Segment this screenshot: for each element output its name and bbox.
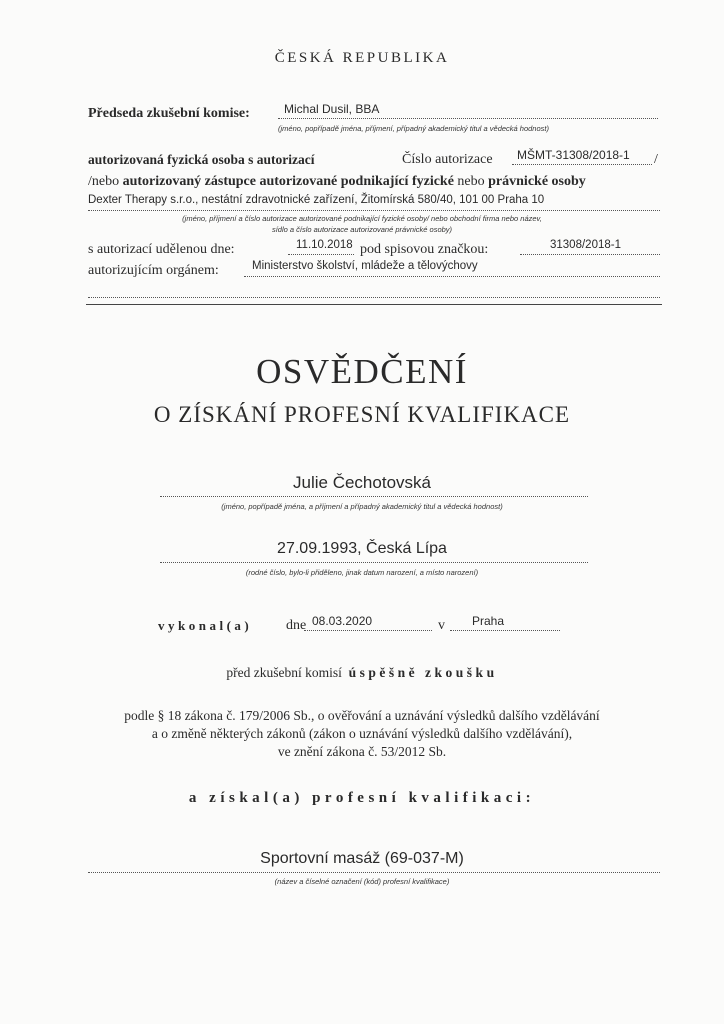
qualification-dotted-line <box>88 872 660 873</box>
entity-dotted-line <box>88 210 660 211</box>
date-label: dne <box>286 618 307 633</box>
holder-birth-note: (rodné číslo, bylo-li přiděleno, jinak datum narození, a místo narození) <box>245 568 479 577</box>
qualification-heading: a získal(a) profesní kvalifikaci: <box>188 790 536 806</box>
file-value: 31308/2018-1 <box>550 239 621 251</box>
alt-bold-2: právnické osoby <box>488 174 586 189</box>
country-header: ČESKÁ REPUBLIKA <box>274 50 450 66</box>
entity-note-2: sídlo a číslo autorizace autorizované právnické osoby) <box>271 225 453 234</box>
law-line-2: a o změně některých zákonů (zákon o uznávání výsledků dalšího vzdělávání), <box>151 726 573 741</box>
success-text: úspěšně zkoušku <box>348 665 498 680</box>
chair-dotted-line <box>278 118 658 119</box>
entity-value: Dexter Therapy s.r.o., nestátní zdravotnické zařízení, Žitomírská 580/40, 101 00 Praha 10 <box>88 194 545 206</box>
alt-or: nebo <box>453 174 489 189</box>
law-line-1: podle § 18 zákona č. 179/2006 Sb., o ověřování a uznávání výsledků dalšího vzdělávání <box>124 708 600 723</box>
before-text: před zkušební komisí <box>226 665 342 680</box>
auth-number-dotted-line <box>512 164 652 165</box>
law-line-3: ve znění zákona č. 53/2012 Sb. <box>277 744 447 759</box>
holder-birth-dotted-line <box>160 562 588 563</box>
authority-label: autorizujícím orgánem: <box>88 263 219 278</box>
date-value: 08.03.2020 <box>312 614 373 628</box>
chair-label: Předseda zkušební komise: <box>88 106 250 121</box>
certificate-subtitle: O ZÍSKÁNÍ PROFESNÍ KVALIFIKACE <box>153 402 571 427</box>
authority-dotted-line <box>244 276 660 277</box>
granted-label: s autorizací udělenou dne: <box>88 242 235 257</box>
entity-note-1: (jméno, příjmení a číslo autorizace autorizované podnikající fyzické osoby/ nebo obchodní firma nebo název, <box>182 214 542 223</box>
place-label: v <box>438 618 445 633</box>
granted-value: 11.10.2018 <box>296 239 353 251</box>
auth-alternative-line <box>88 174 586 190</box>
auth-number-slash: / <box>654 152 658 167</box>
exam-before-line <box>0 665 724 681</box>
chair-note: (jméno, popřípadě jména, příjmení, případný akademický titul a vědecká hodnost) <box>278 124 549 133</box>
auth-number-label: Číslo autorizace <box>402 152 493 167</box>
alt-prefix: /nebo <box>88 174 123 189</box>
holder-birth: 27.09.1993, Česká Lípa <box>277 540 447 557</box>
holder-name-dotted-line <box>160 496 588 497</box>
place-dotted-line <box>450 630 560 631</box>
chair-value: Michal Dusil, BBA <box>284 102 380 116</box>
holder-name-note: (jméno, popřípadě jména, a příjmení a případný akademický titul a vědecká hodnost) <box>221 502 503 511</box>
section-divider <box>86 304 662 305</box>
date-dotted-line <box>304 630 432 631</box>
certificate-title: OSVĚDČENÍ <box>256 352 468 391</box>
blank-dotted-line <box>88 297 660 298</box>
place-value: Praha <box>472 614 505 628</box>
qualification-note: (název a číselné označení (kód) profesní kvalifikace) <box>274 877 450 886</box>
performed-label: vykonal(a) <box>158 618 253 633</box>
authority-value: Ministerstvo školství, mládeže a tělovýchovy <box>252 260 478 272</box>
qualification-value: Sportovní masáž (69-037-M) <box>260 850 464 867</box>
auth-number-value: MŠMT-31308/2018-1 <box>517 148 630 162</box>
auth-person-label: autorizovaná fyzická osoba s autorizací <box>88 152 315 167</box>
file-label: pod spisovou značkou: <box>360 242 489 257</box>
holder-name: Julie Čechotovská <box>293 473 431 492</box>
alt-bold-1: autorizovaný zástupce autorizované podnikající fyzické <box>122 174 454 189</box>
file-dotted-line <box>520 254 660 255</box>
granted-dotted-line <box>288 254 354 255</box>
